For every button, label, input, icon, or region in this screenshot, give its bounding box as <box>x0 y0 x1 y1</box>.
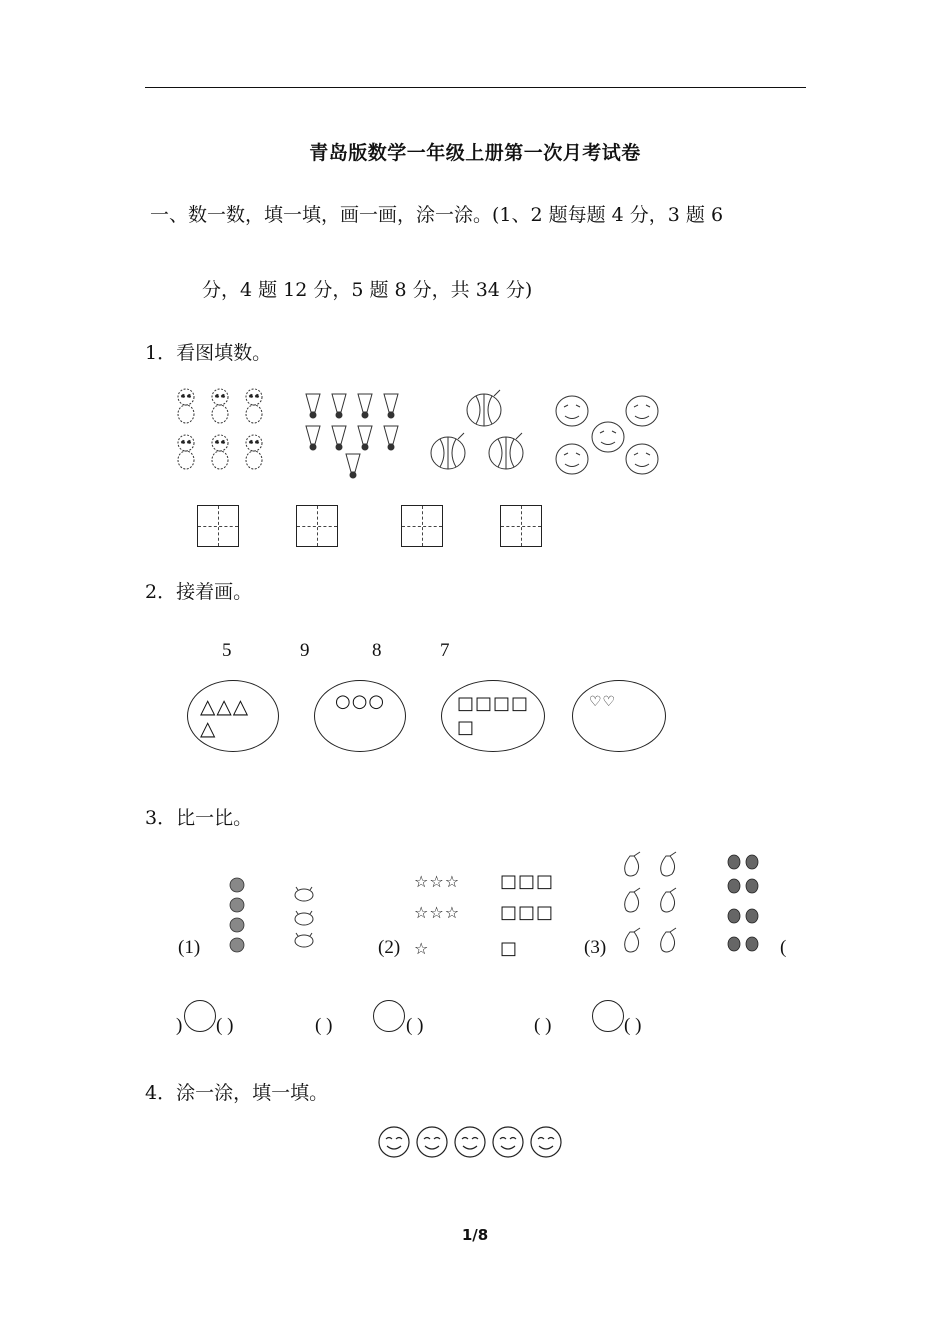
answer-2-left[interactable]: ( ) <box>315 1015 333 1036</box>
q2-label: 2．接着画。 <box>145 581 253 603</box>
circles-row-1: ○○○ <box>335 691 386 712</box>
shuttlecocks-picture <box>302 392 407 482</box>
answer-box-pumpkins[interactable] <box>500 505 542 547</box>
triangles-row-2: △ <box>200 716 217 740</box>
answer-box-puppies[interactable] <box>197 505 239 547</box>
squares-row-2: □ <box>457 717 476 738</box>
squares-cmp-row-2: □□□ <box>500 902 555 923</box>
hearts-row-1: ♡♡ <box>589 694 617 710</box>
answer-1-right[interactable]: ( ) <box>216 1015 234 1036</box>
squares-cmp-row-3: □ <box>500 938 519 959</box>
oval-circles[interactable] <box>314 680 406 752</box>
answer-3-left[interactable]: ( ) <box>534 1015 552 1036</box>
compare-circle-3[interactable] <box>592 1000 624 1032</box>
q3-label: 3．比一比。 <box>145 807 253 829</box>
q4-label: 4．涂一涂，填一填。 <box>145 1082 329 1104</box>
puppies-picture <box>170 385 280 480</box>
stars-row-3: ☆ <box>414 939 430 958</box>
target-count-2: 9 <box>300 640 310 661</box>
q3-part3-pictures <box>620 850 770 960</box>
watermelons-picture <box>428 385 538 480</box>
pumpkins-picture <box>553 392 663 477</box>
oval-squares[interactable] <box>441 680 545 752</box>
stars-row-2: ☆☆☆ <box>414 903 461 922</box>
section-one-heading: 一、数一数，填一填，画一画，涂一涂。(1、2 题每题 4 分，3 题 6 <box>150 204 724 226</box>
target-count-4: 7 <box>440 640 450 661</box>
target-count-3: 8 <box>372 640 382 661</box>
target-count-1: 5 <box>222 640 232 661</box>
q1-label: 1．看图填数。 <box>145 342 272 364</box>
q3-part3-tag: (3) <box>584 937 607 958</box>
compare-circle-2[interactable] <box>373 1000 405 1032</box>
answer-1-close-paren: ) <box>176 1015 183 1036</box>
oval-triangles[interactable] <box>187 680 279 752</box>
compare-circle-1[interactable] <box>184 1000 216 1032</box>
squares-row-1: □□□□ <box>457 693 530 714</box>
q3-part2-tag: (2) <box>378 937 401 958</box>
section-one-heading-cont: 分，4 题 12 分，5 题 8 分，共 34 分) <box>202 279 533 301</box>
answer-3-right[interactable]: ( ) <box>624 1015 642 1036</box>
answer-2-right[interactable]: ( ) <box>406 1015 424 1036</box>
q3-part3-paren-open: ( <box>780 937 787 958</box>
triangles-row-1: △△△ <box>200 694 250 718</box>
top-rule <box>145 87 806 88</box>
q3-part1-pictures <box>224 875 329 960</box>
q3-part1-tag: (1) <box>178 937 201 958</box>
stars-row-1: ☆☆☆ <box>414 872 461 891</box>
squares-cmp-row-1: □□□ <box>500 871 555 892</box>
page-number: 1/8 <box>461 1226 489 1244</box>
smiley-faces[interactable] <box>376 1124 571 1160</box>
answer-box-watermelons[interactable] <box>401 505 443 547</box>
page-title: 青岛版数学一年级上册第一次月考试卷 <box>309 142 641 164</box>
oval-hearts[interactable] <box>572 680 666 752</box>
answer-box-shuttlecocks[interactable] <box>296 505 338 547</box>
